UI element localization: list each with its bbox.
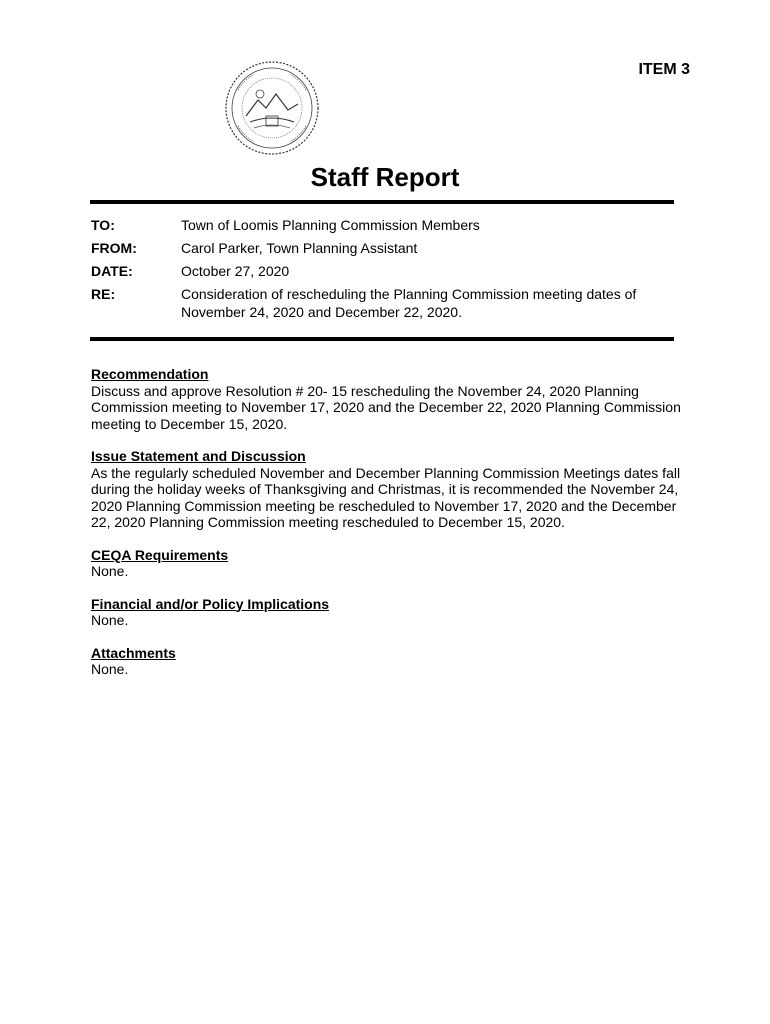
town-seal-icon <box>224 60 320 156</box>
item-number-label: ITEM 3 <box>638 61 690 78</box>
section-heading-financial: Financial and/or Policy Implications <box>91 595 330 612</box>
memo-value-re: Consideration of rescheduling the Planning Commission meeting dates of November 24, 2020 and December 22, 2020. <box>181 286 637 320</box>
memo-row-date <box>91 262 674 280</box>
section-attachments <box>91 645 681 678</box>
section-text-financial: None. <box>91 612 129 628</box>
memo-value-date: October 27, 2020 <box>181 263 290 279</box>
report-body <box>91 366 681 694</box>
memo-row-re <box>91 285 674 321</box>
section-text-ceqa: None. <box>91 563 129 579</box>
memo-value-from: Carol Parker, Town Planning Assistant <box>181 240 418 256</box>
memo-value-to: Town of Loomis Planning Commission Members <box>181 217 480 233</box>
memo-row-from <box>91 239 674 257</box>
section-heading-recommendation: Recommendation <box>91 366 209 382</box>
section-ceqa <box>91 547 681 580</box>
memo-label-date: DATE: <box>91 263 133 279</box>
section-text-recommendation: Discuss and approve Resolution # 20- 15 rescheduling the November 24, 2020 Planning Commission meeting to November 17, 2020 and the December 22, 2020 Planning Commission meeting to December 15, 2020. <box>91 382 681 432</box>
section-recommendation <box>91 366 681 432</box>
section-text-attachments: None. <box>91 661 129 677</box>
memo-label-from: FROM: <box>91 240 137 256</box>
section-text-issue: As the regularly scheduled November and December Planning Commission Meetings dates fall during the holiday weeks of Thanksgiving and Christmas, it is recommended the November 24, 2020 Planning Commission meeting be rescheduled to November 17, 2020 and the December 22, 2020 Planning Commission meeting rescheduled to December 15, 2020. <box>91 464 681 530</box>
memo-row-to <box>91 216 674 234</box>
header-divider-top <box>90 200 674 204</box>
section-heading-attachments: Attachments <box>91 644 176 661</box>
section-financial <box>91 596 681 629</box>
memo-header <box>91 216 674 326</box>
section-heading-issue: Issue Statement and Discussion <box>91 448 306 464</box>
memo-label-re: RE: <box>91 286 116 302</box>
header-divider-bottom <box>90 337 674 341</box>
section-heading-ceqa: CEQA Requirements <box>91 546 229 563</box>
memo-label-to: TO: <box>91 217 115 233</box>
page-title: Staff Report <box>310 162 460 192</box>
section-issue <box>91 448 681 531</box>
